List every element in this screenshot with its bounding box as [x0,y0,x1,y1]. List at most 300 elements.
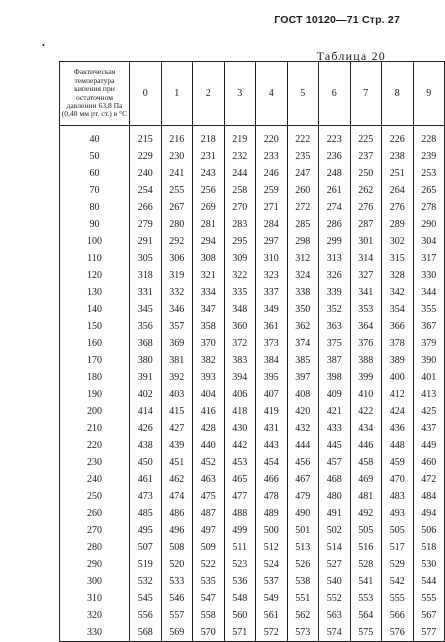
table-cell: 400 [382,369,414,386]
table-cell: 297 [256,233,288,250]
row-label: 280 [60,539,130,556]
table-cell: 255 [161,182,193,199]
table-cell: 366 [382,318,414,335]
table-row [60,505,445,522]
table-cell: 442 [224,437,256,454]
table-row [60,420,445,437]
table-cell: 374 [287,335,319,352]
table-cell: 390 [413,352,445,369]
table-row [60,471,445,488]
table-cell: 238 [382,148,414,165]
table-cell: 250 [350,165,382,182]
table-row [60,573,445,590]
table-row [60,437,445,454]
table-row [60,539,445,556]
table-cell: 335 [224,284,256,301]
row-label: 200 [60,403,130,420]
table-cell: 562 [287,607,319,624]
table-cell: 459 [382,454,414,471]
table-cell: 309 [224,250,256,267]
table-cell: 332 [161,284,193,301]
table-cell: 518 [413,539,445,556]
table-cell: 356 [130,318,162,335]
table-row [60,233,445,250]
table-cell: 555 [413,590,445,607]
table-cell: 319 [161,267,193,284]
table-cell: 393 [193,369,225,386]
row-label: 230 [60,454,130,471]
table-cell: 495 [130,522,162,539]
row-label: 170 [60,352,130,369]
table-cell: 354 [382,301,414,318]
table-cell: 567 [413,607,445,624]
table-cell: 509 [193,539,225,556]
row-label: 180 [60,369,130,386]
table-cell: 283 [224,216,256,233]
table-cell: 363 [319,318,351,335]
table-cell: 287 [350,216,382,233]
table-cell: 350 [287,301,319,318]
table-cell: 342 [382,284,414,301]
table-cell: 231 [193,148,225,165]
table-cell: 261 [319,182,351,199]
table-cell: 265 [413,182,445,199]
table-cell: 267 [161,199,193,216]
row-label: 100 [60,233,130,250]
table-cell: 499 [224,522,256,539]
table-cell: 540 [319,573,351,590]
table-cell: 507 [130,539,162,556]
table-cell: 373 [256,335,288,352]
table-cell: 458 [350,454,382,471]
table-cell: 270 [224,199,256,216]
table-cell: 484 [413,488,445,505]
table-cell: 348 [224,301,256,318]
row-label: 140 [60,301,130,318]
table-cell: 337 [256,284,288,301]
table-cell: 362 [287,318,319,335]
table-cell: 323 [256,267,288,284]
table-cell: 401 [413,369,445,386]
table-cell: 355 [413,301,445,318]
table-cell: 295 [224,233,256,250]
table-cell: 276 [350,199,382,216]
table-cell: 331 [130,284,162,301]
table-row [60,148,445,165]
table-cell: 426 [130,420,162,437]
table-cell: 526 [287,556,319,573]
table-cell: 256 [193,182,225,199]
column-header: 8 [382,62,414,126]
table-cell: 475 [193,488,225,505]
table-cell: 281 [193,216,225,233]
table-cell: 408 [287,386,319,403]
table-cell: 410 [350,386,382,403]
table-cell: 218 [193,126,225,149]
table-cell: 254 [130,182,162,199]
table-cell: 215 [130,126,162,149]
table-cell: 228 [413,126,445,149]
row-label: 80 [60,199,130,216]
table-cell: 436 [382,420,414,437]
table-cell: 573 [287,624,319,642]
table-cell: 314 [350,250,382,267]
table-cell: 492 [350,505,382,522]
table-cell: 412 [382,386,414,403]
table-cell: 239 [413,148,445,165]
table-cell: 388 [350,352,382,369]
table-cell: 505 [382,522,414,539]
table-cell: 394 [224,369,256,386]
row-label: 240 [60,471,130,488]
table-cell: 237 [350,148,382,165]
table-cell: 449 [413,437,445,454]
table-cell: 473 [130,488,162,505]
table-cell: 564 [350,607,382,624]
table-cell: 478 [256,488,288,505]
table-cell: 379 [413,335,445,352]
column-header: 4 [256,62,288,126]
table-cell: 472 [413,471,445,488]
table-cell: 444 [287,437,319,454]
table-cell: 392 [161,369,193,386]
table-cell: 219 [224,126,256,149]
table-cell: 544 [413,573,445,590]
row-label: 260 [60,505,130,522]
table-cell: 299 [319,233,351,250]
table-cell: 542 [382,573,414,590]
table-cell: 301 [350,233,382,250]
row-label: 120 [60,267,130,284]
table-cell: 569 [161,624,193,642]
table-cell: 558 [193,607,225,624]
table-header-row [60,62,445,126]
table-cell: 506 [413,522,445,539]
table-cell: 251 [382,165,414,182]
table-cell: 216 [161,126,193,149]
table-cell: 537 [256,573,288,590]
table-cell: 369 [161,335,193,352]
table-cell: 527 [319,556,351,573]
table-row [60,301,445,318]
table-cell: 291 [130,233,162,250]
page-header: ГОСТ 10120—71 Стр. 27 [274,14,400,26]
table-cell: 452 [193,454,225,471]
table-cell: 324 [287,267,319,284]
table-cell: 536 [224,573,256,590]
table-cell: 353 [350,301,382,318]
table-cell: 230 [161,148,193,165]
table-cell: 381 [161,352,193,369]
table-cell: 322 [224,267,256,284]
table-cell: 443 [256,437,288,454]
column-header: 0 [130,62,162,126]
table-cell: 292 [161,233,193,250]
table-cell: 382 [193,352,225,369]
table-cell: 532 [130,573,162,590]
table-cell: 555 [382,590,414,607]
table-cell: 489 [256,505,288,522]
table-cell: 431 [256,420,288,437]
table-cell: 560 [224,607,256,624]
table-cell: 338 [287,284,319,301]
table-cell: 315 [382,250,414,267]
table-cell: 493 [382,505,414,522]
table-cell: 487 [193,505,225,522]
row-label: 150 [60,318,130,335]
table-cell: 280 [161,216,193,233]
table-cell: 360 [224,318,256,335]
table-cell: 481 [350,488,382,505]
table-cell: 278 [413,199,445,216]
table-cell: 294 [193,233,225,250]
table-cell: 469 [350,471,382,488]
table-cell: 368 [130,335,162,352]
table-cell: 285 [287,216,319,233]
table-cell: 547 [193,590,225,607]
table-cell: 367 [413,318,445,335]
row-label: 330 [60,624,130,642]
table-cell: 276 [382,199,414,216]
table-cell: 399 [350,369,382,386]
table-cell: 236 [319,148,351,165]
table-header-description: Фактическая температура кипения при остаточном давлении 63,8 Па (0,48 мм рт. ст.) в °С [60,62,130,126]
table-row [60,182,445,199]
table-cell: 514 [319,539,351,556]
column-header: 6 [319,62,351,126]
table-cell: 502 [319,522,351,539]
table-cell: 302 [382,233,414,250]
table-cell: 451 [161,454,193,471]
row-label: 50 [60,148,130,165]
table-cell: 248 [319,165,351,182]
table-cell: 474 [161,488,193,505]
table-cell: 450 [130,454,162,471]
table-cell: 284 [256,216,288,233]
table-cell: 361 [256,318,288,335]
table-row [60,352,445,369]
table-cell: 446 [350,437,382,454]
row-label: 40 [60,126,130,149]
table-cell: 563 [319,607,351,624]
table-cell: 425 [413,403,445,420]
table-cell: 298 [287,233,319,250]
table-cell: 308 [193,250,225,267]
column-header: 7 [350,62,382,126]
row-label: 130 [60,284,130,301]
table-cell: 546 [161,590,193,607]
table-cell: 262 [350,182,382,199]
table-container [59,61,437,642]
table-caption: Таблица 20 [316,49,386,63]
table-row [60,607,445,624]
table-cell: 260 [287,182,319,199]
table-cell: 330 [413,267,445,284]
table-cell: 572 [256,624,288,642]
table-cell: 387 [319,352,351,369]
table-cell: 577 [413,624,445,642]
table-cell: 233 [256,148,288,165]
table-cell: 409 [319,386,351,403]
table-cell: 553 [350,590,382,607]
table-cell: 571 [224,624,256,642]
table-cell: 483 [382,488,414,505]
table-cell: 334 [193,284,225,301]
table-cell: 500 [256,522,288,539]
table-cell: 326 [319,267,351,284]
column-header: 3 [224,62,256,126]
table-row [60,556,445,573]
table-cell: 339 [319,284,351,301]
column-header: 5 [287,62,319,126]
table-cell: 226 [382,126,414,149]
table-cell: 402 [130,386,162,403]
table-cell: 235 [287,148,319,165]
row-label: 320 [60,607,130,624]
table-cell: 341 [350,284,382,301]
table-cell: 279 [130,216,162,233]
table-row [60,165,445,182]
table-body [60,126,445,642]
table-cell: 240 [130,165,162,182]
table-row [60,126,445,149]
table-cell: 467 [287,471,319,488]
table-cell: 318 [130,267,162,284]
table-cell: 312 [287,250,319,267]
table-cell: 494 [413,505,445,522]
table-row [60,250,445,267]
table-cell: 485 [130,505,162,522]
table-cell: 466 [256,471,288,488]
boiling-temperature-table [59,61,445,642]
table-cell: 516 [350,539,382,556]
table-cell: 541 [350,573,382,590]
table-cell: 512 [256,539,288,556]
table-cell: 370 [193,335,225,352]
row-label: 220 [60,437,130,454]
table-row [60,335,445,352]
table-row [60,216,445,233]
table-cell: 497 [193,522,225,539]
table-cell: 430 [224,420,256,437]
table-cell: 389 [382,352,414,369]
table-cell: 269 [193,199,225,216]
table-cell: 463 [193,471,225,488]
table-cell: 264 [382,182,414,199]
table-cell: 496 [161,522,193,539]
table-cell: 538 [287,573,319,590]
table-row [60,267,445,284]
table-cell: 418 [224,403,256,420]
table-cell: 416 [193,403,225,420]
table-cell: 247 [287,165,319,182]
table-row [60,488,445,505]
table-cell: 290 [413,216,445,233]
table-cell: 552 [319,590,351,607]
table-cell: 358 [193,318,225,335]
table-row [60,522,445,539]
row-label: 290 [60,556,130,573]
table-cell: 243 [193,165,225,182]
table-cell: 439 [161,437,193,454]
table-cell: 440 [193,437,225,454]
table-cell: 488 [224,505,256,522]
table-cell: 424 [382,403,414,420]
table-cell: 304 [413,233,445,250]
table-cell: 372 [224,335,256,352]
row-label: 300 [60,573,130,590]
table-cell: 508 [161,539,193,556]
table-cell: 345 [130,301,162,318]
table-cell: 349 [256,301,288,318]
table-cell: 344 [413,284,445,301]
table-cell: 432 [287,420,319,437]
table-cell: 465 [224,471,256,488]
table-cell: 364 [350,318,382,335]
table-cell: 271 [256,199,288,216]
table-cell: 413 [413,386,445,403]
table-cell: 460 [413,454,445,471]
table-cell: 530 [413,556,445,573]
table-row [60,624,445,642]
table-cell: 306 [161,250,193,267]
table-cell: 535 [193,573,225,590]
column-header: 2 [193,62,225,126]
column-header: 1 [161,62,193,126]
row-label: 190 [60,386,130,403]
table-cell: 520 [161,556,193,573]
table-cell: 352 [319,301,351,318]
row-label: 270 [60,522,130,539]
table-cell: 427 [161,420,193,437]
table-cell: 511 [224,539,256,556]
table-cell: 556 [130,607,162,624]
row-label: 70 [60,182,130,199]
table-cell: 523 [224,556,256,573]
table-cell: 505 [350,522,382,539]
table-cell: 549 [256,590,288,607]
table-cell: 519 [130,556,162,573]
table-cell: 380 [130,352,162,369]
table-cell: 457 [319,454,351,471]
table-cell: 421 [319,403,351,420]
table-cell: 395 [256,369,288,386]
table-cell: 391 [130,369,162,386]
table-row [60,318,445,335]
row-label: 90 [60,216,130,233]
table-cell: 461 [130,471,162,488]
table-row [60,369,445,386]
table-cell: 517 [382,539,414,556]
table-cell: 317 [413,250,445,267]
table-cell: 528 [350,556,382,573]
table-cell: 229 [130,148,162,165]
table-cell: 575 [350,624,382,642]
table-cell: 274 [319,199,351,216]
table-cell: 415 [161,403,193,420]
table-cell: 462 [161,471,193,488]
table-cell: 253 [413,165,445,182]
table-cell: 422 [350,403,382,420]
row-label: 310 [60,590,130,607]
table-cell: 407 [256,386,288,403]
table-cell: 470 [382,471,414,488]
table-cell: 232 [224,148,256,165]
table-cell: 398 [319,369,351,386]
row-label: 60 [60,165,130,182]
table-cell: 286 [319,216,351,233]
table-cell: 420 [287,403,319,420]
